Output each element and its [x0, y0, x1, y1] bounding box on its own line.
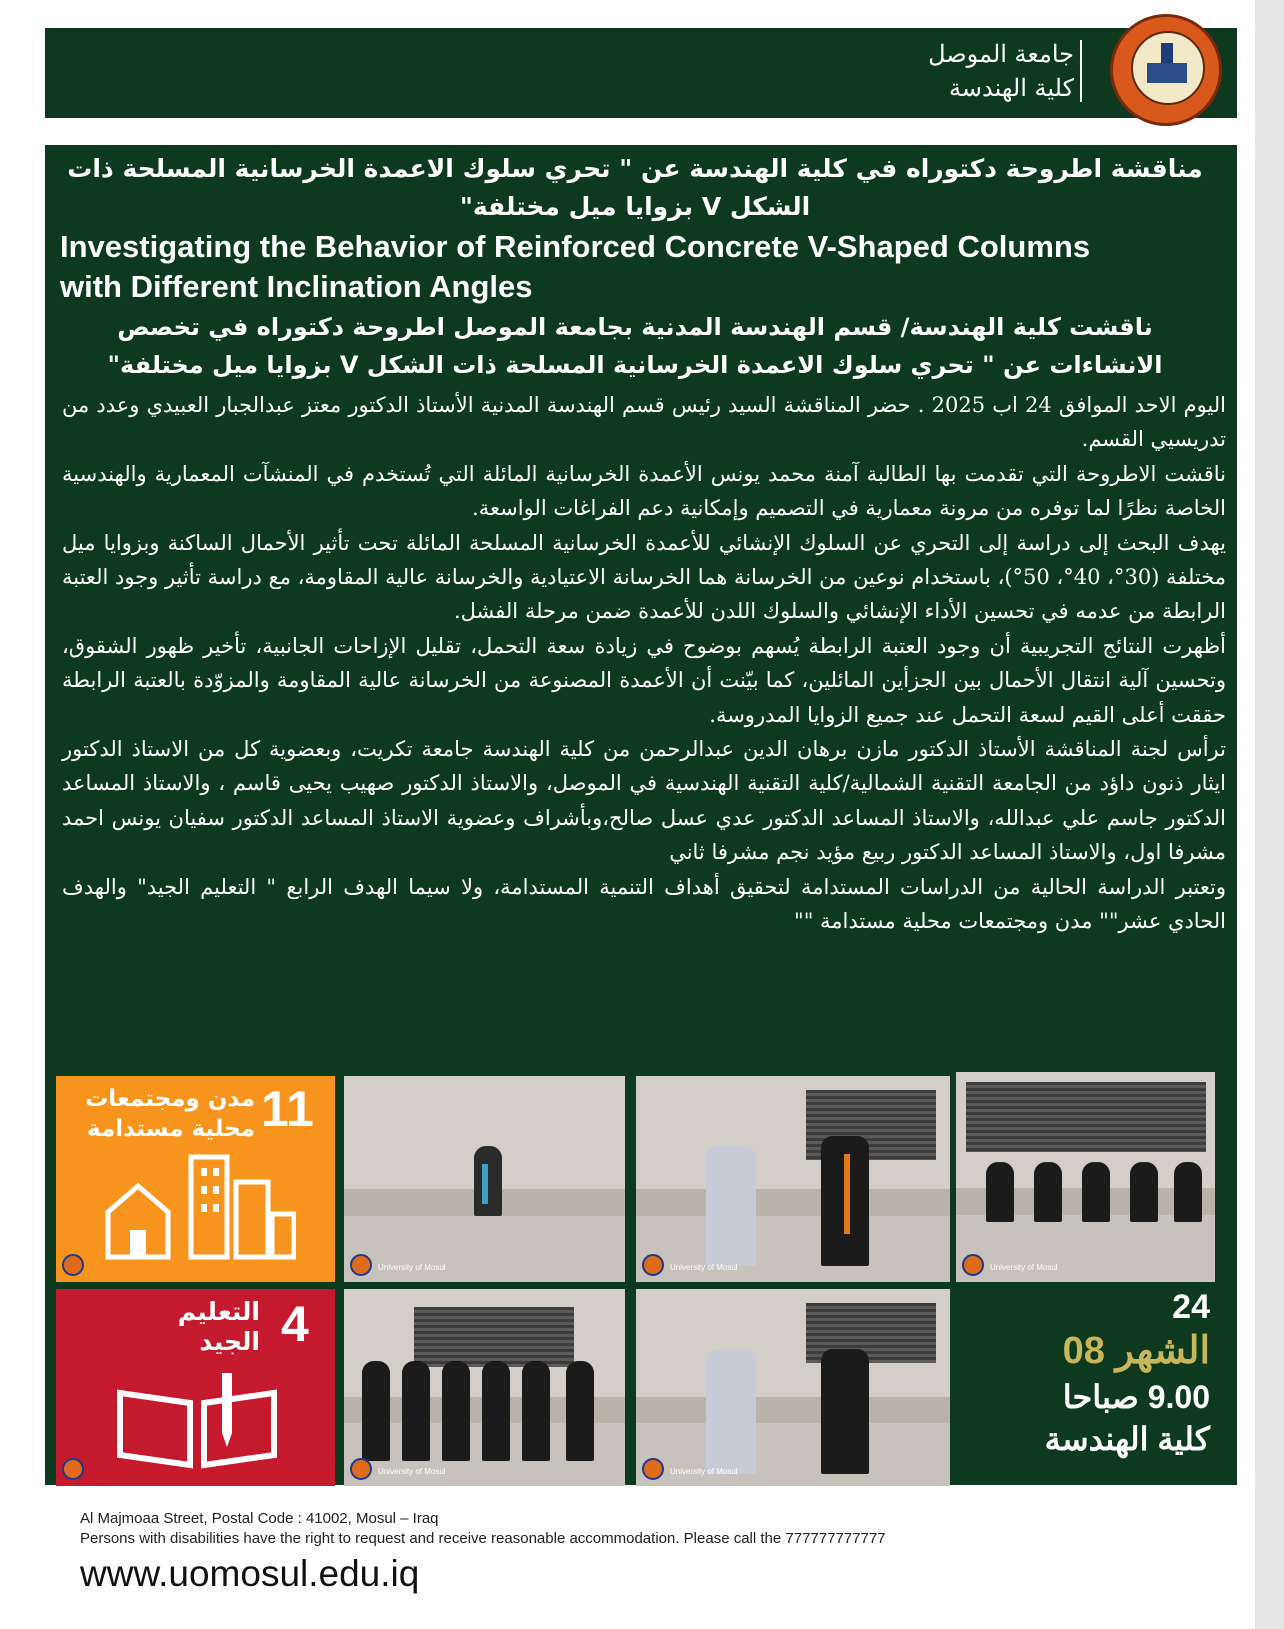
photo-desk [636, 1423, 950, 1486]
photo-committee-1 [956, 1072, 1215, 1282]
photo-sash [482, 1164, 488, 1204]
footer-address: Al Majmoaa Street, Postal Code : 41002, Mosul – Iraq [80, 1510, 439, 1527]
header-divider [1080, 40, 1082, 102]
sdg4-tile [56, 1289, 335, 1486]
tile-badge-icon [62, 1458, 84, 1480]
photo-person [1130, 1162, 1158, 1222]
sdg4-label: التعليم الجيد [177, 1297, 260, 1356]
photo-certificate-1 [636, 1076, 950, 1282]
photo-student [344, 1076, 625, 1282]
photo-desk [344, 1216, 625, 1282]
photo-badge-label: University of Mosul [670, 1467, 738, 1476]
paragraph-objective: يهدف البحث إلى دراسة إلى التحري عن السلوك الإنشائي للأعمدة الخرسانية المسلحة المائلة تحت تأثير الأحمال الساكنة وبزوايا ميل مختلفة (30°، 40°، 50°)، باستخدام نوعين من الخرسانة هما الخرسانة الاعتيادية والخرسانة عالية المقاومة، مع دراسة تأثير وجود العتبة الرابطة من عدمه في تحسين الأداء الإنشائي والسلوك اللدن للأعمدة ضمن مرحلة الفشل. [62, 530, 1227, 624]
sdg11-tile [56, 1076, 335, 1282]
logo-book-icon [1147, 63, 1187, 83]
sdg11-label: مدن ومجتمعات محلية مستدامة [85, 1086, 255, 1142]
photo-person [1174, 1162, 1202, 1222]
photo-window-blind [414, 1307, 574, 1367]
photo-person [821, 1349, 869, 1474]
city-icon [96, 1152, 296, 1262]
photo-badge-icon [962, 1254, 984, 1276]
photo-person [522, 1361, 550, 1461]
photo-badge-icon [642, 1458, 664, 1480]
photo-person [442, 1361, 470, 1461]
photo-badge-label: University of Mosul [378, 1263, 446, 1272]
paragraph-attendance: اليوم الاحد الموافق 24 اب 2025 . حضر المناقشة السيد رئيس قسم الهندسة المدنية الأستاذ الدكتور معتز عبدالجبار العبيدي وعدد من تدريسيي القسم. [62, 393, 1226, 452]
photo-person [474, 1146, 502, 1216]
article-subtitle-arabic: ناقشت كلية الهندسة/ قسم الهندسة المدنية بجامعة الموصل اطروحة دكتوراه في تخصص الانشاءات عن " تحري سلوك الاعمدة الخرسانية المسلحة ذات الشكل V بزوايا ميل مختلفة" [107, 313, 1163, 379]
logo-emblem [1131, 31, 1205, 105]
event-month: الشهر 08 [1062, 1330, 1210, 1372]
event-day: 24 [1172, 1288, 1210, 1326]
footer-accessibility-notice: Persons with disabilities have the right to request and receive reasonable accommodation. Please call the 777777777777 [80, 1530, 886, 1547]
photo-badge-icon [642, 1254, 664, 1276]
paragraph-thesis: ناقشت الاطروحة التي تقدمت بها الطالبة آمنة محمد يونس الأعمدة الخرسانية المائلة التي تُستخدم في المنشآت المعمارية والهندسية الخاصة نظرًا لما توفره من مرونة معمارية في التصميم وإمكانية دعم الفراغات الواسعة. [62, 461, 1226, 521]
photo-person [706, 1349, 756, 1474]
open-book-icon [112, 1373, 282, 1473]
university-logo [1110, 14, 1222, 126]
photo-person [402, 1361, 430, 1461]
photo-window-blind [966, 1082, 1206, 1152]
article-title-arabic: مناقشة اطروحة دكتوراه في كلية الهندسة عن " تحري سلوك الاعمدة الخرسانية المسلحة ذات الشكل V بزوايا ميل مختلفة" [67, 154, 1203, 221]
page-edge [1255, 0, 1284, 1629]
tile-badge-icon [62, 1254, 84, 1276]
photo-person [1082, 1162, 1110, 1222]
photo-group [344, 1289, 625, 1486]
paragraph-sdg: وتعتبر الدراسة الحالية من الدراسات المستدامة لتحقيق أهداف التنمية المستدامة، ولا سيما الهدف الرابع " التعليم الجيد" والهدف الحادي عشر"" مدن ومجتمعات محلية مستدامة "" [62, 874, 1226, 934]
paragraph-committee: ترأس لجنة المناقشة الأستاذ الدكتور مازن برهان الدين عبدالرحمن من كلية الهندسة جامعة تكريت، وبعضوية كل من الاستاذ الدكتور ايثار ذنون داؤد من الجامعة التقنية الشمالية/كلية التقنية الهندسية في الموصل، والاستاذ الدكتور صهيب يحيى قاسم ، والاستاذ المساعد الدكتور جاسم علي عبدالله، والاستاذ المساعد الدكتور عدي عسل صالح،وبأشراف وعضوية الاستاذ المساعد الدكتور سفيان يونس احمد مشرفا اول، والاستاذ المساعد الدكتور ربيع مؤيد نجم مشرفا ثاني [62, 737, 1226, 865]
event-time: 9.00 صباحا [1062, 1379, 1210, 1415]
photo-certificate-2 [636, 1289, 950, 1486]
event-place: كلية الهندسة [1044, 1421, 1210, 1457]
college-name: كلية الهندسة [949, 74, 1074, 102]
sdg4-number: 4 [281, 1296, 309, 1352]
university-name: جامعة الموصل [928, 40, 1074, 68]
photo-person [986, 1162, 1014, 1222]
photo-person [1034, 1162, 1062, 1222]
article-title-english: Investigating the Behavior of Reinforced Concrete V-Shaped Columns with Different Inclination Angles [60, 229, 1091, 304]
photo-desk [636, 1216, 950, 1282]
photo-sash [844, 1154, 850, 1234]
sdg11-number: 11 [261, 1081, 314, 1137]
photo-person [362, 1361, 390, 1461]
photo-person [706, 1146, 756, 1266]
photo-badge-icon [350, 1254, 372, 1276]
photo-badge-label: University of Mosul [990, 1263, 1058, 1272]
photo-badge-icon [350, 1458, 372, 1480]
photo-badge-label: University of Mosul [670, 1263, 738, 1272]
footer-website-link[interactable]: www.uomosul.edu.iq [80, 1553, 420, 1594]
photo-person [566, 1361, 594, 1461]
photo-person [482, 1361, 510, 1461]
photo-badge-label: University of Mosul [378, 1467, 446, 1476]
article-body [62, 388, 1226, 939]
paragraph-results: أظهرت النتائج التجريبية أن وجود العتبة الرابطة يُسهم بوضوح في زيادة سعة التحمل، تقليل الإزاحات الجانبية، تأخير ظهور الشقوق، وتحسين آلية انتقال الأحمال بين الجزأين المائلين، كما بيّنت أن الأعمدة المصنوعة من الخرسانة عالية المقاومة والمزوّدة بالعتبة الرابطة حققت أعلى القيم لسعة التحمل عند جميع الزوايا المدروسة. [62, 633, 1226, 727]
